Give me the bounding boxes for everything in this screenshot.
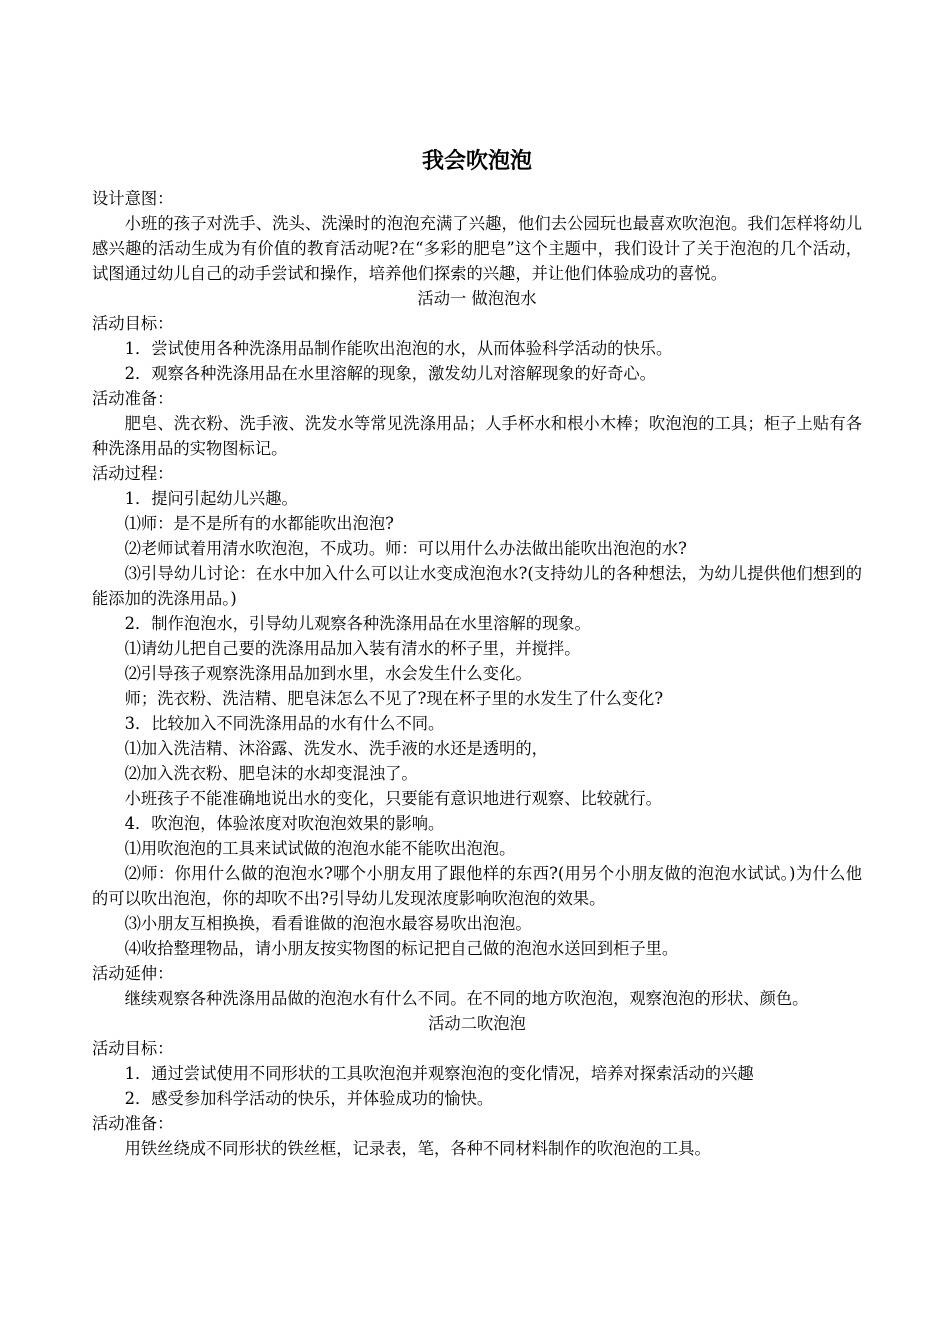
paragraph: 继续观察各种洗涤用品做的泡泡水有什么不同。在不同的地方吹泡泡，观察泡泡的形状、颜色。 (124, 989, 809, 1008)
indented-line: ⑴师：是不是所有的水都能吹出泡泡? (124, 514, 394, 533)
indented-line: 2．感受参加科学活动的快乐，并体验成功的愉快。 (124, 1089, 494, 1108)
indented-line: ⑷收拾整理物品，请小朋友按实物图的标记把自己做的泡泡水送回到柜子里。 (124, 939, 679, 958)
section-heading: 设计意图： (92, 189, 174, 208)
indented-line: ⑵老师试着用清水吹泡泡，不成功。师：可以用什么办法做出能吹出泡泡的水? (124, 539, 687, 558)
paragraph: 小班的孩子对洗手、洗头、洗澡时的泡泡充满了兴趣，他们去公园玩也最喜欢吹泡泡。我们怎样将幼儿感兴趣的活动生成为有价值的教育活动呢?在“多彩的肥皂”这个主题中，我们设计了关于泡泡的几个活动，试图通过幼儿自己的动手尝试和操作，培养他们探索的兴趣，并让他们体验成功的喜悦。 (92, 214, 862, 283)
indented-line: ⑵引导孩子观察洗涤用品加到水里，水会发生什么变化。 (124, 664, 532, 683)
indented-line: 用铁丝绕成不同形状的铁丝框，记录表，笔，各种不同材料制作的吹泡泡的工具。 (124, 1139, 711, 1158)
indented-line: ⑴用吹泡泡的工具来试试做的泡泡水能不能吹出泡泡。 (124, 839, 516, 858)
indented-line: 1．提问引起幼儿兴趣。 (124, 489, 298, 508)
paragraph: 肥皂、洗衣粉、洗手液、洗发水等常见洗涤用品；人手杯水和根小木棒；吹泡泡的工具；柜子上贴有各种洗涤用品的实物图标记。 (92, 414, 862, 458)
section-heading: 活动准备： (92, 389, 174, 408)
indented-line: ⑴加入洗洁精、沐浴露、洗发水、洗手液的水还是透明的， (124, 739, 548, 758)
document-lines (92, 186, 862, 1161)
section-heading: 活动过程： (92, 464, 174, 483)
section-heading: 活动目标： (92, 314, 174, 333)
paragraph: ⑵师：你用什么做的泡泡水?哪个小朋友用了跟他样的东西?(用另个小朋友做的泡泡水试试。)为什么他的可以吹出泡泡，你的却吹不出?引导幼儿发现浓度影响吹泡泡的效果。 (92, 864, 862, 908)
activity-heading: 活动一 做泡泡水 (417, 289, 537, 308)
indented-line: 师；洗衣粉、洗洁精、肥皂沫怎么不见了?现在杯子里的水发生了什么变化? (124, 689, 664, 708)
indented-line: 4．吹泡泡，体验浓度对吹泡泡效果的影响。 (124, 814, 445, 833)
document-title: 我会吹泡泡 (421, 149, 532, 174)
indented-line: 小班孩子不能准确地说出水的变化，只要能有意识地进行观察、比较就行。 (124, 789, 662, 808)
indented-line: 3．比较加入不同洗涤用品的水有什么不同。 (124, 714, 445, 733)
indented-line: ⑶小朋友互相换换，看看谁做的泡泡水最容易吹出泡泡。 (124, 914, 532, 933)
indented-line: 1．尝试使用各种洗涤用品制作能吹出泡泡的水，从而体验科学活动的快乐。 (124, 339, 673, 358)
indented-line: 1．通过尝试使用不同形状的工具吹泡泡并观察泡泡的变化情况，培养对探索活动的兴趣 (124, 1064, 754, 1083)
section-heading: 活动目标： (92, 1039, 174, 1058)
paragraph: ⑶引导幼儿讨论：在水中加入什么可以让水变成泡泡水?(支持幼儿的各种想法，为幼儿提供他们想到的能添加的洗涤用品。) (92, 564, 862, 608)
section-heading: 活动准备： (92, 1114, 174, 1133)
indented-line: 2．制作泡泡水，引导幼儿观察各种洗涤用品在水里溶解的现象。 (124, 614, 591, 633)
section-heading: 活动延伸： (92, 964, 174, 983)
indented-line: ⑴请幼儿把自己要的洗涤用品加入装有清水的杯子里，并搅拌。 (124, 639, 581, 658)
indented-line: ⑵加入洗衣粉、肥皂沫的水却变混浊了。 (124, 764, 418, 783)
document-body (92, 146, 862, 1161)
activity-heading: 活动二吹泡泡 (428, 1014, 526, 1033)
indented-line: 2．观察各种洗涤用品在水里溶解的现象，激发幼儿对溶解现象的好奇心。 (124, 364, 656, 383)
